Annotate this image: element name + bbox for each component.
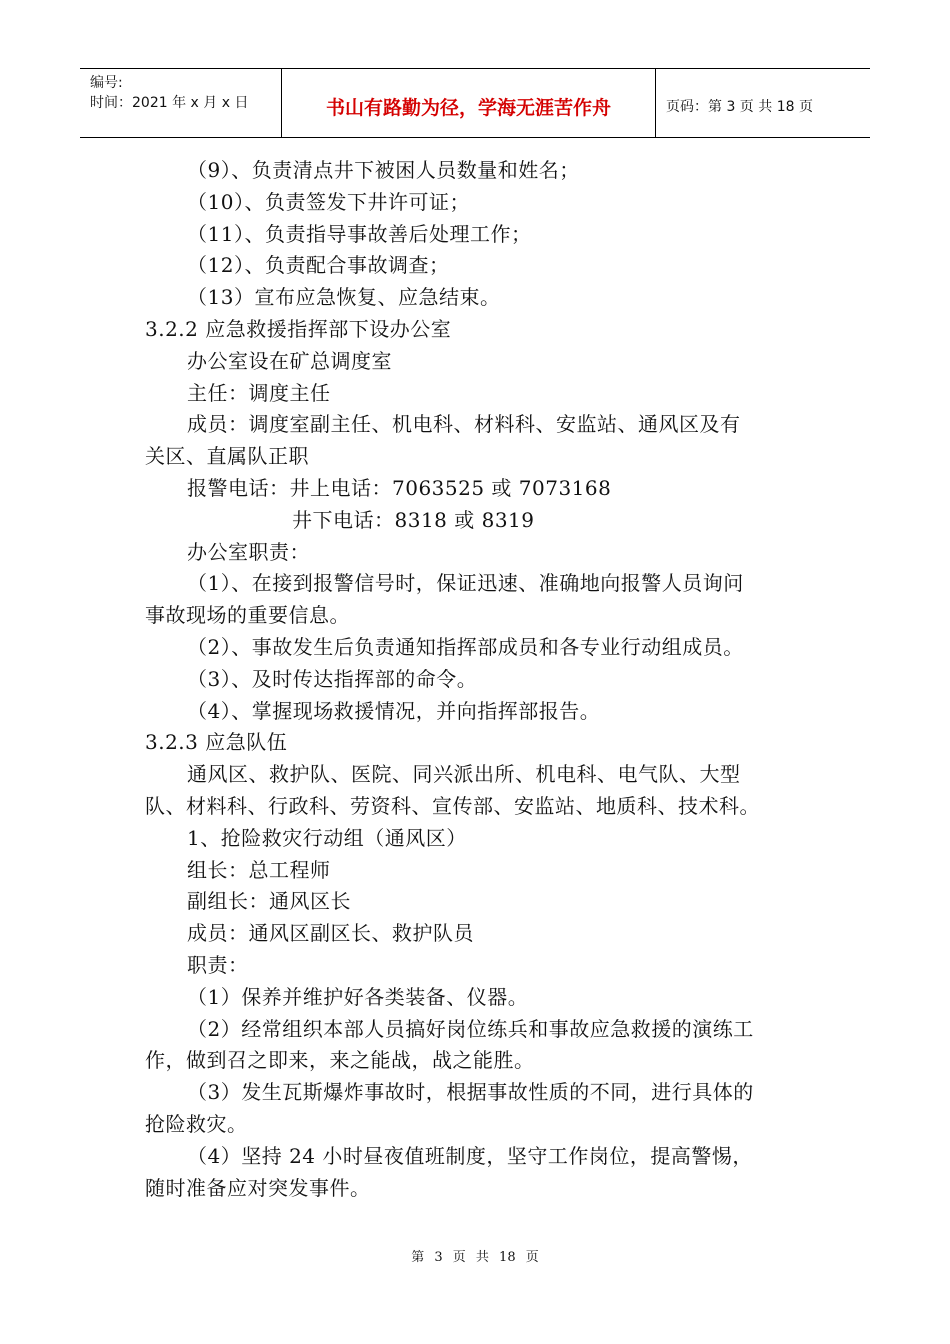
text-line: 随时准备应对突发事件。 — [145, 1175, 371, 1200]
header-motto: 书山有路勤为径，学海无涯苦作舟 — [282, 69, 656, 137]
text-line: 3.2.2 应急救援指挥部下设办公室 — [145, 316, 452, 341]
text-line: （3）、及时传达指挥部的命令。 — [187, 666, 478, 691]
doc-number-label: 编号: — [90, 75, 123, 91]
text-line: （13）宣布应急恢复、应急结束。 — [187, 285, 501, 310]
text-line: 3.2.3 应急队伍 — [145, 730, 288, 755]
header-page-info: 页码：第 3 页 共 18 页 — [666, 99, 813, 115]
text-line: 主任：调度主任 — [187, 380, 331, 405]
text-line: 成员：通风区副区长、救护队员 — [187, 921, 474, 946]
document-body — [145, 155, 810, 1204]
doc-time-label: 时间：2021 年 x 月 x 日 — [90, 95, 249, 111]
text-line: 关区、直属队正职 — [145, 444, 309, 469]
header-meta — [80, 69, 282, 137]
text-line: 队、材料科、行政科、劳资科、宣传部、安监站、地质科、技术科。 — [145, 793, 760, 818]
text-line: （10）、负责签发下井许可证； — [187, 189, 470, 214]
text-line: 通风区、救护队、医院、同兴派出所、机电科、电气队、大型 — [187, 762, 741, 787]
text-line: 职责： — [187, 952, 249, 977]
text-line: （12）、负责配合事故调查； — [187, 253, 450, 278]
text-line: 办公室设在矿总调度室 — [187, 348, 392, 373]
text-line: （2）经常组织本部人员搞好岗位练兵和事故应急救援的演练工 — [187, 1016, 754, 1041]
text-line: 报警电话：井上电话：7063525 或 7073168 — [187, 475, 612, 500]
text-line: （2）、事故发生后负责通知指挥部成员和各专业行动组成员。 — [187, 634, 744, 659]
text-line: （1）保养并维护好各类装备、仪器。 — [187, 984, 529, 1009]
text-line: 组长：总工程师 — [187, 857, 331, 882]
text-line: （9）、负责清点井下被困人员数量和姓名； — [187, 158, 580, 182]
text-line: 成员：调度室副主任、机电科、材料科、安监站、通风区及有 — [187, 412, 741, 437]
text-line: 办公室职责： — [187, 539, 310, 564]
text-line: （4）坚持 24 小时昼夜值班制度，坚守工作岗位，提高警惕， — [187, 1143, 753, 1168]
text-line: 作，做到召之即来，来之能战，战之能胜。 — [145, 1048, 535, 1073]
page-header — [80, 68, 870, 138]
text-line: 事故现场的重要信息。 — [145, 603, 350, 628]
text-line: （3）发生瓦斯爆炸事故时，根据事故性质的不同，进行具体的 — [187, 1080, 754, 1105]
page-footer: 第 3 页 共 18 页 — [411, 1250, 539, 1265]
text-line: 井下电话：8318 或 8319 — [292, 507, 535, 532]
text-line: 副组长：通风区长 — [187, 889, 351, 914]
text-line: （11）、负责指导事故善后处理工作； — [187, 221, 532, 246]
text-line: 抢险救灾。 — [145, 1111, 248, 1136]
text-line: （1）、在接到报警信号时，保证迅速、准确地向报警人员询问 — [187, 571, 744, 596]
text-line: 1、抢险救灾行动组（通风区） — [187, 825, 467, 850]
text-line: （4）、掌握现场救援情况，并向指挥部报告。 — [187, 698, 601, 723]
